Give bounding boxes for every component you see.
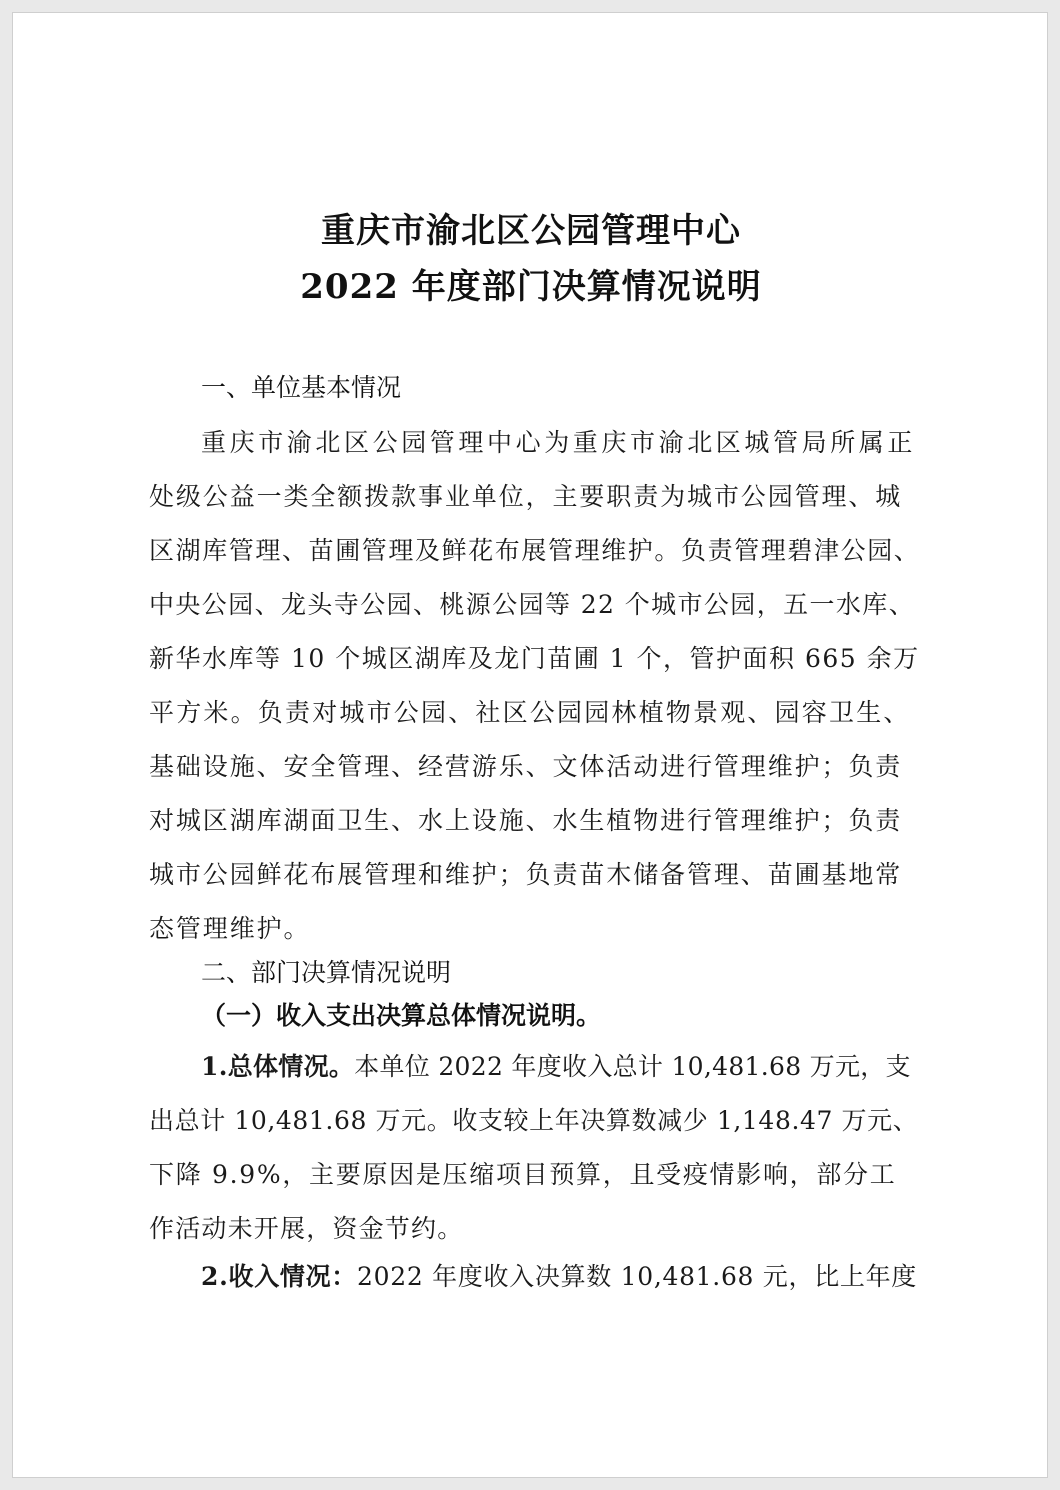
para1-line: 新华水库等 10 个城区湖库及龙门苗圃 1 个，管护面积 665 余万 — [149, 644, 920, 673]
document-page — [12, 12, 1048, 1478]
para1-line: 对城区湖库湖面卫生、水上设施、水生植物进行管理维护；负责 — [149, 806, 903, 835]
para1-line: 处级公益一类全额拨款事业单位，主要职责为城市公园管理、城 — [149, 482, 903, 511]
item2-text: 2022 年度收入决算数 10,481.68 元，比上年度 — [357, 1262, 917, 1291]
document-title-line2: 2022 年度部门决算情况说明 — [300, 267, 762, 307]
item1-line: 作活动未开展，资金节约。 — [149, 1214, 464, 1243]
para1-line: 城市公园鲜花布展管理和维护；负责苗木储备管理、苗圃基地常 — [149, 860, 903, 889]
item1-line: 下降 9.9%，主要原因是压缩项目预算，且受疫情影响，部分工 — [149, 1160, 897, 1189]
item2-label: 2.收入情况： — [201, 1262, 357, 1291]
section1-heading: 一、单位基本情况 — [201, 373, 402, 402]
item1-label: 1.总体情况。 — [201, 1052, 355, 1081]
section2-heading: 二、部门决算情况说明 — [201, 958, 452, 987]
item1-line1 — [201, 1047, 911, 1083]
para1-line: 基础设施、安全管理、经营游乐、文体活动进行管理维护；负责 — [149, 752, 903, 781]
para1-line: 中央公园、龙头寺公园、桃源公园等 22 个城市公园，五一水库、 — [149, 590, 916, 619]
para1-line: 区湖库管理、苗圃管理及鲜花布展管理维护。负责管理碧津公园、 — [149, 536, 921, 565]
para1-line: 重庆市渝北区公园管理中心为重庆市渝北区城管局所属正 — [201, 428, 917, 457]
subsection1-heading: （一）收入支出决算总体情况说明。 — [201, 1001, 602, 1030]
item2-line1 — [201, 1257, 917, 1293]
para1-line: 态管理维护。 — [149, 914, 311, 943]
item1-line: 出总计 10,481.68 万元。收支较上年决算数减少 1,148.47 万元、 — [149, 1106, 919, 1135]
document-title-line1: 重庆市渝北区公园管理中心 — [321, 211, 741, 251]
para1-line: 平方米。负责对城市公园、社区公园园林植物景观、园容卫生、 — [149, 698, 911, 727]
item1-text: 本单位 2022 年度收入总计 10,481.68 万元，支 — [354, 1052, 911, 1081]
